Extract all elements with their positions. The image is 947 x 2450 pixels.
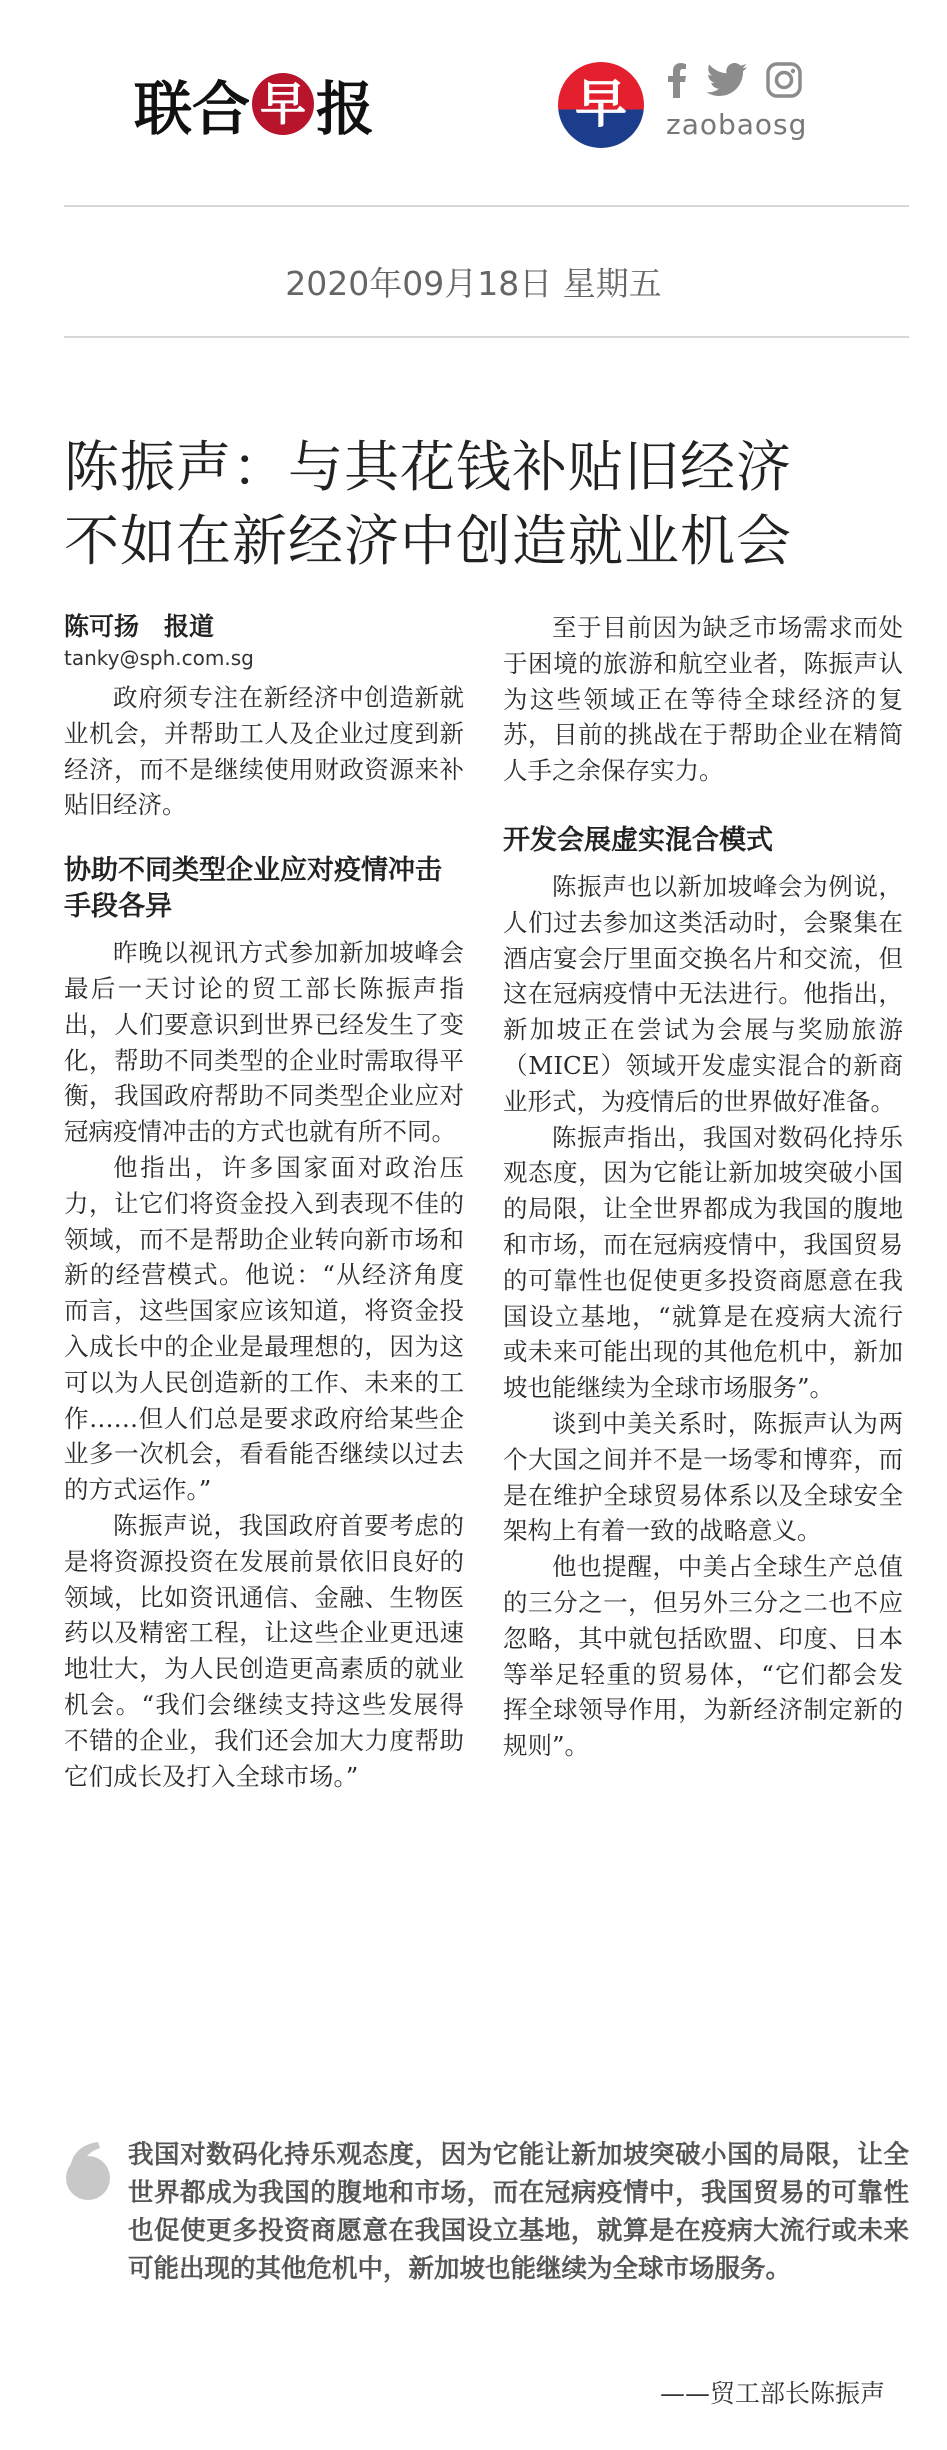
section-subheading: 开发会展虚实混合模式 [503,824,773,856]
social-handle[interactable]: zaobaosg [666,108,808,141]
quote-mark-icon [58,2140,120,2202]
byline-email[interactable]: tanky@sph.com.sg [64,646,254,670]
article-paragraph: 至于目前因为缺乏市场需求而处于困境的旅游和航空业者，陈振声认为这些领域正在等待全球经济的复苏，目前的挑战在于帮助企业在精简人手之余保存实力。 [503,613,903,786]
logo-text-post: 报 [316,75,375,143]
pull-quote-text: 我国对数码化持乐观态度，因为它能让新加坡突破小国的局限，让全世界都成为我国的腹地和市场，而在冠病疫情中，我国贸易的可靠性也促使更多投资商愿意在我国设立基地，就算是在疫病大流行或未来可能出现的其他危机中，新加坡也能继续为全球市场服务。 [128,2140,909,2284]
article-paragraph: 陈振声说，我国政府首要考虑的是将资源投资在发展前景依旧良好的领域，比如资讯通信、金融、生物医药以及精密工程，让这些企业更迅速地壮大，为人民创造更高素质的就业机会。“我们会继续支持这些发展得不错的企业，我们还会加大力度帮助它们成长及打入全球市场。” [64,1510,464,1791]
logo-text-pre: 联合 [134,75,251,143]
lianhe-zaobao-logo[interactable] [134,62,374,146]
headline-line-2: 不如在新经济中创造就业机会 [64,509,793,573]
article-column-right [503,610,903,1764]
article-intro: 政府须专注在新经济中创造新就业机会，并帮助工人及企业过度到新经济，而不是继续使用财政资源来补贴旧经济。 [64,683,464,820]
pull-quote-attribution: ——贸工部长陈振声 [659,2379,885,2408]
publish-date: 2020年09月18日 星期五 [285,264,662,303]
facebook-icon[interactable] [666,62,688,98]
article-paragraph: 陈振声也以新加坡峰会为例说，人们过去参加这类活动时，会聚集在酒店宴会厅里面交换名片和交流，但这在冠病疫情中无法进行。他指出，新加坡正在尝试为会展与奖励旅游（MICE）领域开发虚实混合的新商业形式，为疫情后的世界做好准备。 [503,871,903,1116]
zaobao-brand-icon[interactable]: 早 [558,62,644,148]
article-column-left [64,610,464,1794]
logo-zao-badge: 早 [252,73,314,135]
article-headline [64,430,924,578]
twitter-icon[interactable] [706,62,748,98]
article-paragraph: 陈振声指出，我国对数码化持乐观态度，因为它能让新加坡突破小国的局限，让全世界都成为我国的腹地和市场，而在冠病疫情中，我国贸易的可靠性也促使更多投资商愿意在我国设立基地，“就算是在疫病大流行或未来可能出现的其他危机中，新加坡也能继续为全球市场服务”。 [503,1122,903,1403]
section-subheading: 协助不同类型企业应对疫情冲击手段各异 [64,855,442,923]
pull-quote [64,2136,909,2288]
article-paragraph: 他也提醒，中美占全球生产总值的三分之一，但另外三分之二也不应忽略，其中就包括欧盟、印度、日本等举足轻重的贸易体，“它们都会发挥全球领导作用，为新经济制定新的规则”。 [503,1552,903,1761]
article-paragraph: 谈到中美关系时，陈振声认为两个大国之间并不是一场零和博弈，而是在维护全球贸易体系以及全球安全架构上有着一致的战略意义。 [503,1408,903,1546]
byline-author: 陈可扬 报道 [64,612,215,641]
instagram-icon[interactable] [766,62,802,98]
header-divider [64,205,909,207]
masthead [0,0,947,210]
social-links [666,62,802,98]
article-paragraph: 他指出，许多国家面对政治压力，让它们将资金投入到表现不佳的领域，而不是帮助企业转向新市场和新的经营模式。他说：“从经济角度而言，这些国家应该知道，将资金投入成长中的企业是最理想的，因为这可以为人民创造新的工作、未来的工作……但人们总是要求政府给某些企业多一次机会，看看能否继续以过去的方式运作。” [64,1152,464,1505]
article-paragraph: 昨晚以视讯方式参加新加坡峰会最后一天讨论的贸工部长陈振声指出，人们要意识到世界已经发生了变化，帮助不同类型的企业时需取得平衡，我国政府帮助不同类型企业应对冠病疫情冲击的方式也就有所不同。 [64,938,464,1147]
headline-line-1: 陈振声：与其花钱补贴旧经济 [64,435,793,499]
date-divider [64,336,909,338]
